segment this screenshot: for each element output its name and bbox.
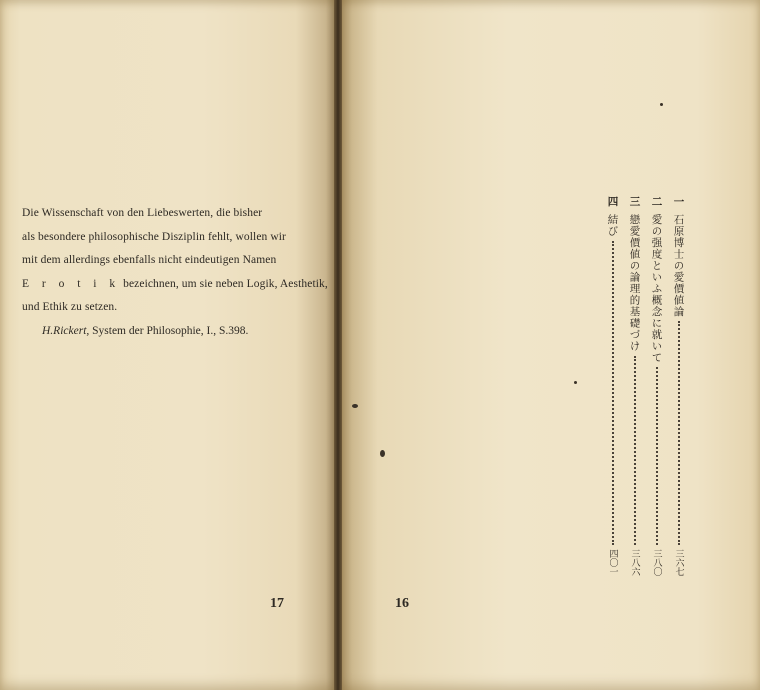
paper-speck — [574, 381, 577, 384]
toc-entry-title: 愛の强度といふ概念に就いて — [650, 213, 663, 363]
toc-entry-page: 三八〇 — [651, 549, 662, 576]
toc-entry-number: 三 — [628, 196, 641, 208]
toc-entry — [672, 196, 686, 576]
epigraph-line: Die Wissenschaft von den Liebeswerten, die bisher — [22, 207, 263, 219]
epigraph-line: als besondere philosophische Disziplin fehlt, wollen wir — [22, 230, 286, 243]
citation-author: H.Rickert, — [42, 325, 90, 337]
paper-speck — [352, 404, 358, 408]
citation-source: System der Philosophie, I., S.398. — [89, 325, 249, 337]
paper-speck — [380, 450, 385, 457]
toc-entry-page: 四〇一 — [607, 549, 618, 576]
toc-leader-dots — [656, 367, 658, 545]
toc-entry-number: 四 — [606, 196, 619, 208]
toc-entry — [628, 196, 642, 576]
epigraph-line: und Ethik zu setzen. — [22, 301, 118, 314]
toc-entry-number: 二 — [650, 196, 663, 208]
toc-entry-page: 三八六 — [629, 549, 640, 576]
toc-entry-title: 結び — [606, 213, 619, 237]
epigraph — [22, 202, 328, 320]
epigraph-line — [22, 273, 328, 297]
toc-leader-dots — [612, 241, 614, 546]
paper-speck — [660, 103, 663, 106]
toc-entry-title: 戀愛價値の論理的基礎づけ — [628, 213, 641, 352]
right-page — [340, 0, 760, 690]
right-page-number: 16 — [395, 596, 409, 611]
toc-entry-number: 一 — [672, 196, 685, 208]
left-page-number: 17 — [270, 596, 284, 611]
epigraph-spaced-word: E r o t i k — [22, 277, 121, 290]
toc-entry-title: 石原博士の愛價値論 — [672, 213, 685, 317]
toc-leader-dots — [678, 321, 680, 545]
epigraph-line: mit dem allerdings ebenfalls nicht eindeutigen Namen — [22, 254, 277, 267]
book-gutter — [334, 0, 342, 690]
toc-leader-dots — [634, 356, 636, 546]
toc-entry-page: 三六七 — [673, 549, 684, 576]
toc-entry — [606, 196, 620, 576]
toc-entry — [650, 196, 664, 576]
epigraph-line-rest: bezeichnen, um sie neben Logik, Aesthetik, — [120, 277, 328, 290]
left-page — [0, 0, 336, 690]
epigraph-citation — [42, 325, 248, 337]
